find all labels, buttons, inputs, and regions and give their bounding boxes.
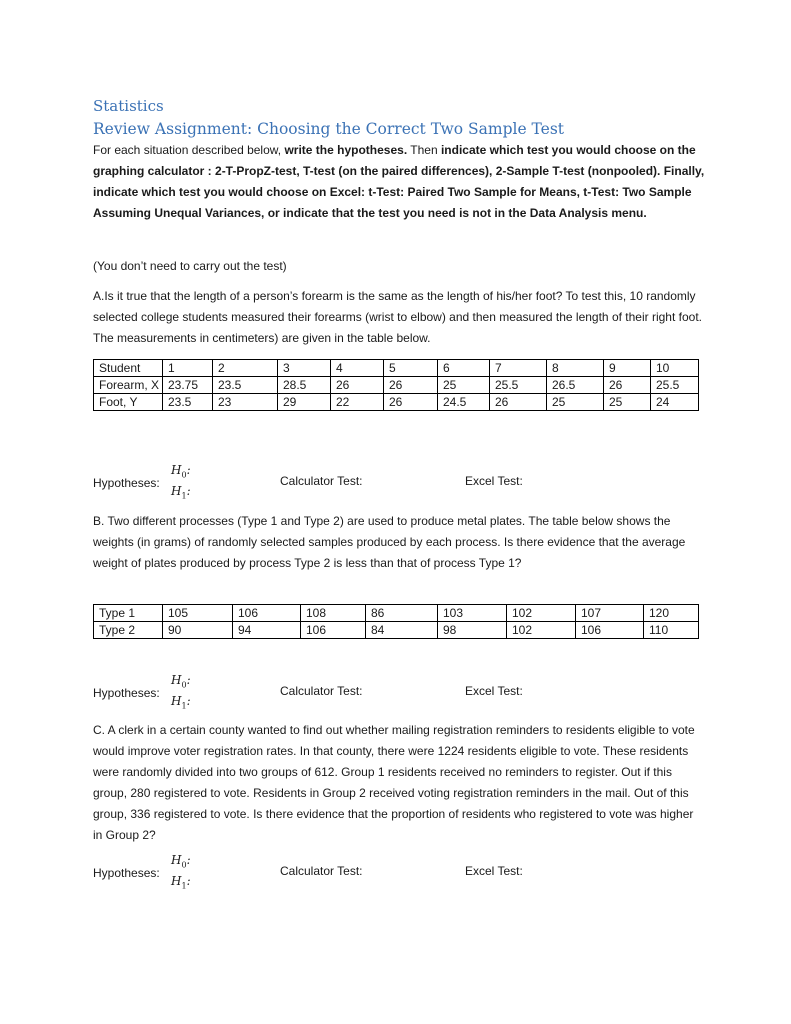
answer-row-c — [93, 852, 705, 892]
table-cell: 106 — [301, 622, 366, 639]
hypotheses-label: Hypotheses: — [93, 866, 160, 880]
table-cell: Type 1 — [94, 605, 163, 622]
hypotheses-symbols — [171, 852, 191, 895]
problem-a-text: A.Is it true that the length of a person’s forearm is the same as the length of his/her foot? To test this, 10 randomly selected college students measured their forearms (wrist to elbow) and then measured the length of their right foot. The measurements in centimeters) are given in the table below. — [93, 289, 702, 345]
instructions-mid: Then — [407, 143, 441, 157]
table-cell: 110 — [644, 622, 699, 639]
excel-test-label: Excel Test: — [465, 864, 523, 878]
table-cell: 120 — [644, 605, 699, 622]
table-cell: 23 — [213, 394, 278, 411]
table-cell: Foot, Y — [94, 394, 163, 411]
table-cell: 3 — [278, 360, 331, 377]
table-cell: 1 — [163, 360, 213, 377]
table-row — [94, 360, 699, 377]
h0-symbol: $H_0$: — [171, 673, 191, 690]
calculator-test-label: Calculator Test: — [280, 864, 363, 878]
table-cell: 25 — [438, 377, 490, 394]
table-cell: 107 — [576, 605, 644, 622]
table-cell: 26 — [384, 377, 438, 394]
h1-symbol: $H_1$: — [171, 484, 191, 501]
table-cell: 26 — [604, 377, 651, 394]
table-cell: 102 — [507, 605, 576, 622]
table-cell: 108 — [301, 605, 366, 622]
hypotheses-label: Hypotheses: — [93, 476, 160, 490]
table-cell: 102 — [507, 622, 576, 639]
assignment-title: Review Assignment: Choosing the Correct Two Sample Test — [93, 120, 565, 138]
table-cell: 10 — [651, 360, 699, 377]
h1-symbol: $H_1$: — [171, 874, 191, 891]
table-cell: 4 — [331, 360, 384, 377]
table-cell: 22 — [331, 394, 384, 411]
table-cell: 23.5 — [163, 394, 213, 411]
table-cell: 94 — [233, 622, 301, 639]
table-cell: 6 — [438, 360, 490, 377]
instructions-note: (You don’t need to carry out the test) — [93, 259, 287, 273]
table-cell: 23.5 — [213, 377, 278, 394]
table-cell: 24.5 — [438, 394, 490, 411]
table-cell: 28.5 — [278, 377, 331, 394]
table-cell: 24 — [651, 394, 699, 411]
hypotheses-symbols — [171, 672, 191, 715]
instructions-paragraph — [93, 140, 705, 224]
table-cell: Student — [94, 360, 163, 377]
table-cell: 105 — [163, 605, 233, 622]
table-cell: 86 — [366, 605, 438, 622]
answer-row-b — [93, 672, 705, 712]
table-cell: 8 — [547, 360, 604, 377]
table-row — [94, 622, 699, 639]
plate-weights-table — [93, 604, 699, 639]
table-cell: 25 — [604, 394, 651, 411]
table-cell: 25 — [547, 394, 604, 411]
calculator-test-label: Calculator Test: — [280, 474, 363, 488]
h0-symbol: $H_0$: — [171, 853, 191, 870]
problem-c-text: C. A clerk in a certain county wanted to find out whether mailing registration reminders to residents eligible to vote would improve voter registration rates. In that county, there were 1224 residents eligible to vote. These residents were randomly divided into two groups of 612. Group 1 residents received no reminders to register. Out if this group, 280 registered to vote. Residents in Group 2 received voting registration reminders in the mail. Out of this group, 336 registered to vote. Is there evidence that the proportion of residents who registered to vote was higher in Group 2? — [93, 723, 695, 842]
table-row — [94, 394, 699, 411]
table-cell: 106 — [576, 622, 644, 639]
table-cell: 25.5 — [651, 377, 699, 394]
table-cell: 98 — [438, 622, 507, 639]
excel-test-label: Excel Test: — [465, 474, 523, 488]
table-cell: 26 — [331, 377, 384, 394]
table-cell: 26 — [490, 394, 547, 411]
h1-symbol: $H_1$: — [171, 694, 191, 711]
h0-symbol: $H_0$: — [171, 463, 191, 480]
table-cell: 29 — [278, 394, 331, 411]
excel-test-label: Excel Test: — [465, 684, 523, 698]
table-cell: 25.5 — [490, 377, 547, 394]
hypotheses-label: Hypotheses: — [93, 686, 160, 700]
table-cell: 26.5 — [547, 377, 604, 394]
table-cell: 103 — [438, 605, 507, 622]
table-row — [94, 605, 699, 622]
hypotheses-symbols — [171, 462, 191, 505]
forearm-foot-table — [93, 359, 699, 411]
table-cell: 2 — [213, 360, 278, 377]
table-cell: Type 2 — [94, 622, 163, 639]
instructions-bold-rest: indicate which test you would choose on the graphing calculator : 2-T-PropZ-test, T-test (on the paired differences), 2-Sample T-test (nonpooled). Finally, indicate which test you would choose on Excel: t-Test: Paired Two Sample for Means, t-Test: Two Sample Assuming Unequal Variances, or indicate that the test you need is not in the Data Analysis menu. — [93, 143, 705, 220]
problem-b-text: B. Two different processes (Type 1 and Type 2) are used to produce metal plates. The table below shows the weights (in grams) of randomly selected samples produced by each process. Is there evidence that the average weight of plates produced by process Type 2 is less than that of process Type 1? — [93, 514, 686, 570]
table-cell: 26 — [384, 394, 438, 411]
instructions-intro: For each situation described below, — [93, 143, 285, 157]
table-cell: 7 — [490, 360, 547, 377]
table-cell: 106 — [233, 605, 301, 622]
table-cell: 90 — [163, 622, 233, 639]
table-cell: 23.75 — [163, 377, 213, 394]
table-cell: Forearm, X — [94, 377, 163, 394]
calculator-test-label: Calculator Test: — [280, 684, 363, 698]
table-row — [94, 377, 699, 394]
instructions-bold-write: write the hypotheses. — [284, 143, 408, 157]
table-cell: 5 — [384, 360, 438, 377]
table-cell: 9 — [604, 360, 651, 377]
course-title: Statistics — [93, 97, 164, 115]
answer-row-a — [93, 462, 705, 502]
table-cell: 84 — [366, 622, 438, 639]
